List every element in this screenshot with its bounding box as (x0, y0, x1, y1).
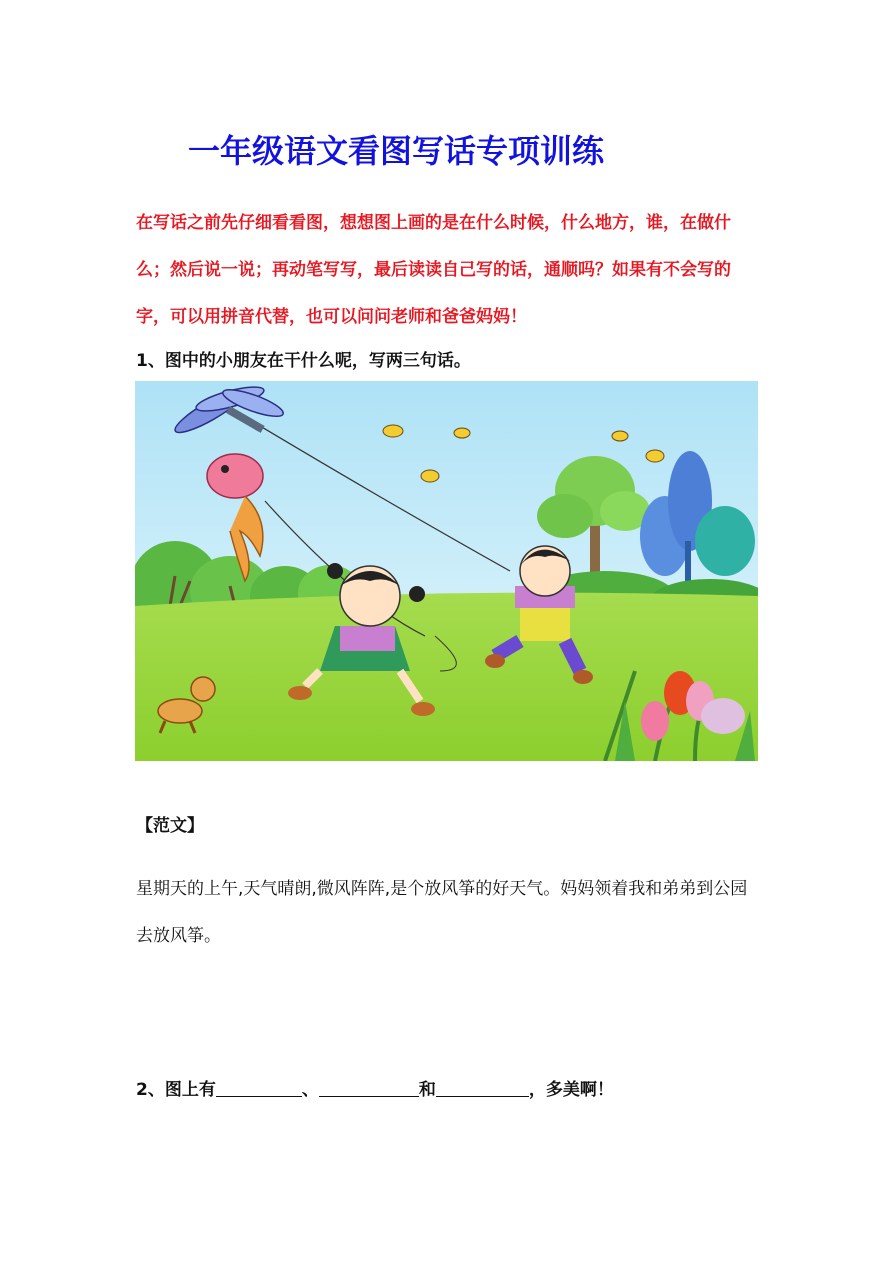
question-2 (136, 1075, 614, 1100)
page-title: 一年级语文看图写话专项训练 (188, 132, 605, 170)
answer-blank-3[interactable] (436, 1078, 529, 1097)
question-2-sep1: 、 (301, 1080, 319, 1100)
answer-blank-2[interactable] (319, 1078, 419, 1097)
sample-text: 星期天的上午,天气晴朗,微风阵阵,是个放风筝的好天气。妈妈领着我和弟弟到公园去放风筝。 (136, 879, 748, 946)
kite-flying-illustration (135, 381, 758, 761)
sample-label: 【范文】 (136, 816, 204, 836)
instructions: 在写话之前先仔细看看图，想想图上画的是在什么时候，什么地方，谁，在做什么；然后说一说；再动笔写写，最后读读自己写的话，通顺吗？如果有不会写的字，可以用拼音代替，也可以问问老师和爸爸妈妈！ (136, 213, 731, 327)
answer-blank-1[interactable] (216, 1078, 302, 1097)
question-2-suffix: ，多美啊！ (528, 1080, 614, 1100)
question-2-sep2: 和 (418, 1080, 436, 1100)
question-1: 1、图中的小朋友在干什么呢，写两三句话。 (136, 351, 471, 371)
question-2-prefix: 2、图上有 (136, 1080, 216, 1100)
